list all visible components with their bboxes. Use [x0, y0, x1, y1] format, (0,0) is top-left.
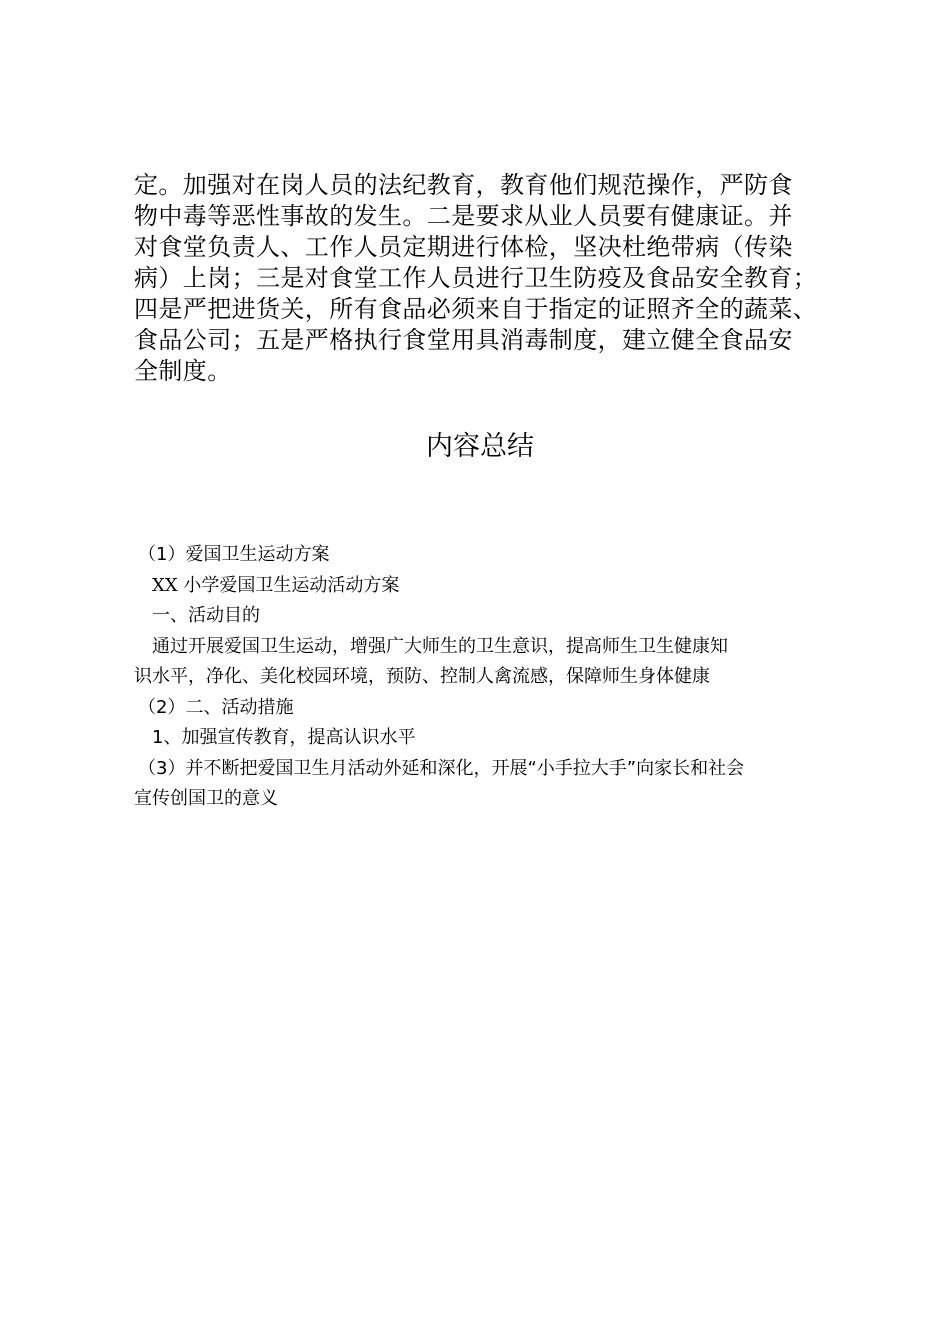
- body-paragraph: [134, 170, 834, 387]
- summary-text-line: 通过开展爱国卫生运动，增强广大师生的卫生意识，提高师生卫生健康知: [152, 635, 728, 657]
- summary-section: [134, 540, 854, 815]
- summary-text-line: 识水平，净化、美化校园环境，预防、控制人禽流感，保障师生身体健康: [134, 666, 710, 687]
- paragraph-line: 定。加强对在岗人员的法纪教育，教育他们规范操作，严防食: [134, 171, 793, 199]
- paragraph-line: 四是严把进货关，所有食品必须来自于指定的证照齐全的蔬菜、: [134, 295, 818, 323]
- paragraph-line: 食品公司；五是严格执行食堂用具消毒制度，建立健全食品安: [134, 326, 793, 354]
- summary-text-line: 宣传创国卫的意义: [134, 788, 278, 809]
- paragraph-line: 对食堂负责人、工作人员定期进行体检，坚决杜绝带病（传染: [134, 233, 793, 261]
- section-heading: 内容总结: [426, 431, 534, 462]
- summary-item-1-title: （1）爱国卫生运动方案: [138, 544, 330, 565]
- summary-heading-purpose: 一、活动目的: [152, 605, 260, 626]
- summary-measure-line: 1、加强宣传教育，提高认识水平: [152, 727, 416, 748]
- paragraph-line: 全制度。: [134, 357, 232, 385]
- summary-item-3-text: （3）并不断把爱国卫生月活动外延和深化，开展“小手拉大手”向家长和社会: [138, 757, 745, 779]
- paragraph-line: 病）上岗；三是对食堂工作人员进行卫生防疫及食品安全教育；: [134, 264, 818, 292]
- paragraph-line: 物中毒等恶性事故的发生。二是要求从业人员要有健康证。并: [134, 202, 793, 230]
- summary-plan-title: XX 小学爱国卫生运动活动方案: [152, 574, 400, 596]
- summary-item-2-title: （2）二、活动措施: [138, 696, 294, 718]
